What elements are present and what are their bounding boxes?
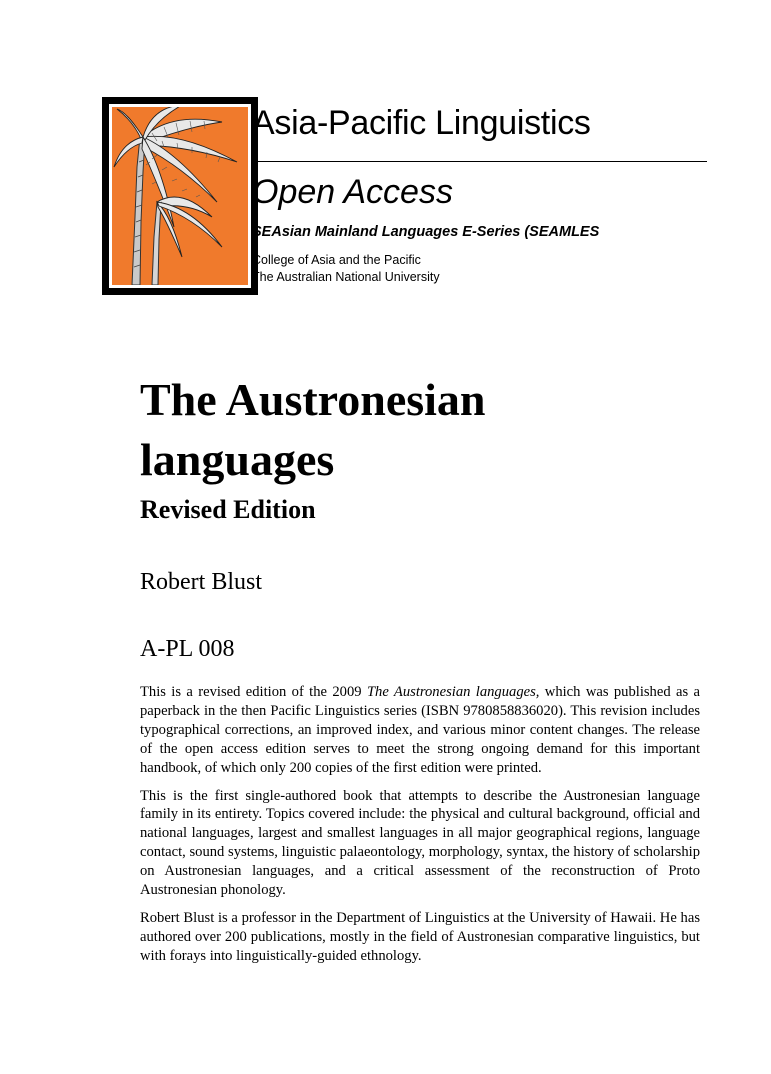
- book-title-line2: languages: [140, 434, 335, 485]
- author-name: Robert Blust: [140, 569, 263, 595]
- affiliation: [252, 252, 440, 286]
- book-title: [140, 370, 640, 490]
- series-code: A-PL 008: [140, 636, 235, 662]
- book-title-line1: The Austronesian: [140, 374, 486, 425]
- open-access-label: Open Access: [252, 173, 453, 211]
- affiliation-college: College of Asia and the Pacific: [252, 253, 421, 267]
- description-paragraph-3: Robert Blust is a professor in the Department of Linguistics at the University of Hawaii. He has authored over 200 publications, mostly in the field of Austronesian comparative linguistics, but with forays into linguistically-guided ethnology.: [140, 909, 700, 964]
- series-logo: [102, 97, 258, 295]
- series-title: Asia-Pacific Linguistics: [252, 104, 591, 142]
- description-paragraph-2: This is the first single-authored book that attempts to describe the Austronesian language family in its entirety. Topics covered include: the physical and cultural background, official and national languages, largest and smallest languages in all major geographical regions, language contact, sound systems, linguistic palaeontology, morphology, syntax, the history of scholarship on Austronesian languages, and a critical assessment of the reconstruction of Proto Austronesian phonology.: [140, 787, 700, 899]
- description-paragraph-1: This is a revised edition of the 2009 The Austronesian languages, which was published as a paperback in the then Pacific Linguistics series (ISBN 9780858836020). This revision includes typographical corrections, an improved index, and various minor content changes. The release of the open access edition serves to meet the strong ongoing demand for this important handbook, of which only 200 copies of the first edition were printed.: [140, 684, 700, 776]
- book-title-reference: The Austronesian languages,: [366, 684, 540, 700]
- series-subtitle: SEAsian Mainland Languages E-Series (SEAMLES: [252, 224, 600, 240]
- edition-label: Revised Edition: [140, 495, 316, 524]
- header-rule: [252, 161, 707, 162]
- palm-tree-icon: [109, 104, 251, 288]
- affiliation-university: The Australian National University: [252, 270, 440, 284]
- description: [140, 683, 700, 975]
